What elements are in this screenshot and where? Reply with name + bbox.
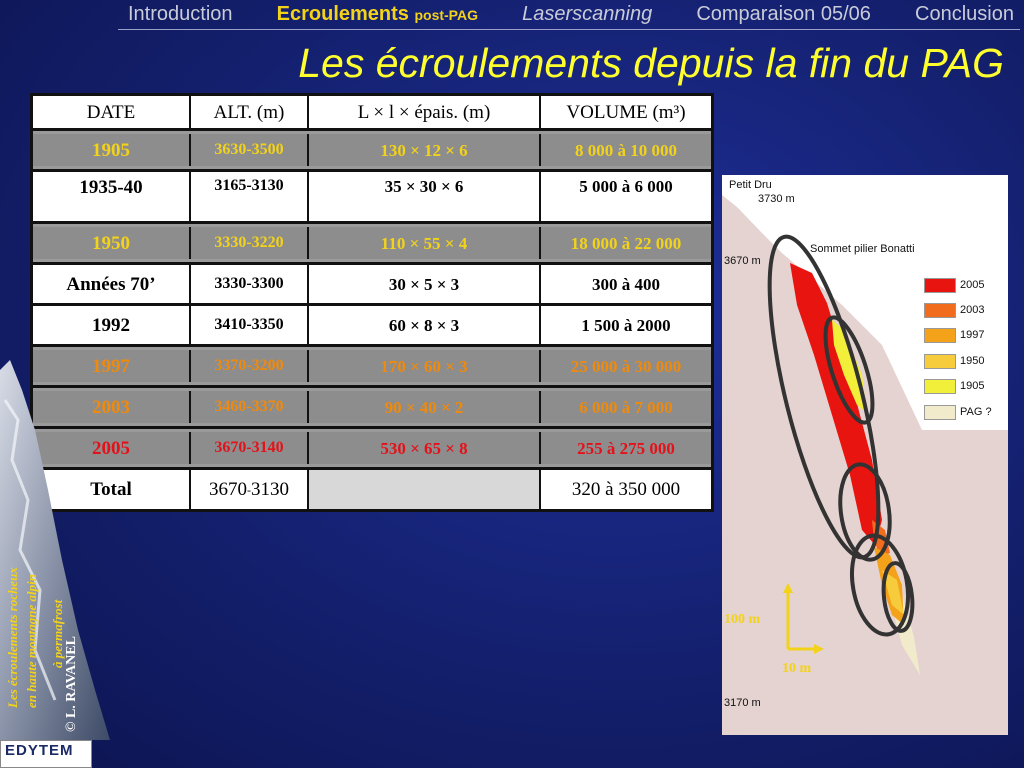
legend-label-pag: PAG ? [960,406,992,418]
caption-line-3: à permafrost [50,599,65,668]
cell-alt: 3410-3350 [191,306,309,344]
cell-alt: 3630-3500 [191,134,309,166]
edytem-logo[interactable] [0,740,92,768]
cell-date: 2003 [33,391,191,423]
peak-alt-label: 3730 m [758,193,795,205]
rockfall-table [30,93,714,512]
top-navigation [118,0,1020,30]
dru-diagram-graphic [722,175,1008,735]
cell-volume: 8 000 à 10 000 [541,134,711,166]
table-header-row [30,93,714,131]
cell-total-volume: 320 à 350 000 [571,479,681,500]
legend-swatch-2003 [924,303,956,318]
cell-dims: 110 × 55 × 4 [309,227,541,259]
header-date: DATE [33,96,191,128]
cell-date: 1935-40 [33,172,191,221]
table-row [30,224,714,265]
cell-dims: 60 × 8 × 3 [309,306,541,344]
cell-volume: 25 000 à 30 000 [541,350,711,382]
nav-conclusion[interactable]: Conclusion [915,3,1014,25]
cell-date: 1992 [33,306,191,344]
cell-volume: 300 à 400 [592,274,660,294]
logo-name: EDYTEM [5,742,74,759]
photo-credit: © L. RAVANEL [64,636,79,732]
legend-swatch-pag [924,405,956,420]
legend-swatch-1905 [924,379,956,394]
cell-date: 1997 [33,350,191,382]
caption-line-1: Les écroulements rocheux [5,567,20,708]
cell-total-label: Total [33,470,191,509]
cell-total-alt [191,470,309,509]
cell-date: 1950 [33,227,191,259]
table-row [30,388,714,429]
nav-laserscanning[interactable]: Laserscanning [522,3,653,25]
cell-volume: 18 000 à 22 000 [541,227,711,259]
dru-diagram [722,175,1008,735]
legend-label-2005: 2005 [960,279,985,291]
caption-line-2: en haute montagne alpin [24,574,39,708]
cell-dims: 35 × 30 × 6 [309,172,541,221]
cell-alt: 3460-3370 [191,391,309,423]
cell-volume: 1 500 à 2000 [581,315,671,335]
nav-post-pag-label: post-PAG [414,7,478,23]
total-alt-top: 3670 [209,479,247,500]
cell-date: 1905 [33,134,191,166]
cell-date: 2005 [33,432,191,464]
legend-swatch-1997 [924,328,956,343]
slide-title: Les écroulements depuis la fin du PAG [298,40,1004,86]
nav-ecroulements[interactable] [277,3,478,26]
table-row [30,306,714,347]
scale-horizontal-label: 10 m [782,661,812,676]
nav-introduction[interactable]: Introduction [128,3,233,25]
cell-dims: 530 × 65 × 8 [309,432,541,464]
scale-vertical-label: 100 m [724,612,761,627]
cell-alt: 3670-3140 [191,432,309,464]
table-row [30,429,714,470]
cell-total-dims-empty [309,470,541,509]
cell-dims: 130 × 12 × 6 [309,134,541,166]
cell-volume: 255 à 275 000 [541,432,711,464]
legend-swatch-2005 [924,278,956,293]
header-alt: ALT. (m) [191,96,309,128]
cell-dims: 170 × 60 × 3 [309,350,541,382]
header-dims: L × l × épais. (m) [309,96,541,128]
cell-alt: 3370-3200 [191,350,309,382]
table-row [30,131,714,172]
total-alt-bottom: 3130 [251,479,289,500]
legend-label-1950: 1950 [960,355,985,367]
cell-alt: 3330-3300 [191,265,309,303]
table-row [30,265,714,306]
header-volume: VOLUME (m³) [566,101,686,123]
nav-comparaison[interactable]: Comparaison 05/06 [696,3,871,25]
cell-dims: 30 × 5 × 3 [309,265,541,303]
cell-alt: 3330-3220 [191,227,309,259]
total-alt-separator: - [247,482,251,497]
legend-swatch-1950 [924,354,956,369]
legend-label-1997: 1997 [960,329,985,341]
table-row [30,172,714,224]
legend-label-2003: 2003 [960,304,985,316]
alt-3670-label: 3670 m [724,255,761,267]
table-total-row [30,470,714,512]
peak-name-label: Petit Dru [729,179,772,191]
cell-alt: 3165-3130 [191,172,309,221]
cell-volume: 5 000 à 6 000 [579,177,673,196]
cell-dims: 90 × 40 × 2 [309,391,541,423]
pillar-label: Sommet pilier Bonatti [810,243,915,255]
legend-label-1905: 1905 [960,380,985,392]
cell-date: Années 70’ [33,265,191,303]
cell-volume: 6 000 à 7 000 [541,391,711,423]
nav-ecroulements-label: Ecroulements [276,3,409,25]
alt-3170-label: 3170 m [724,697,761,709]
table-row [30,347,714,388]
